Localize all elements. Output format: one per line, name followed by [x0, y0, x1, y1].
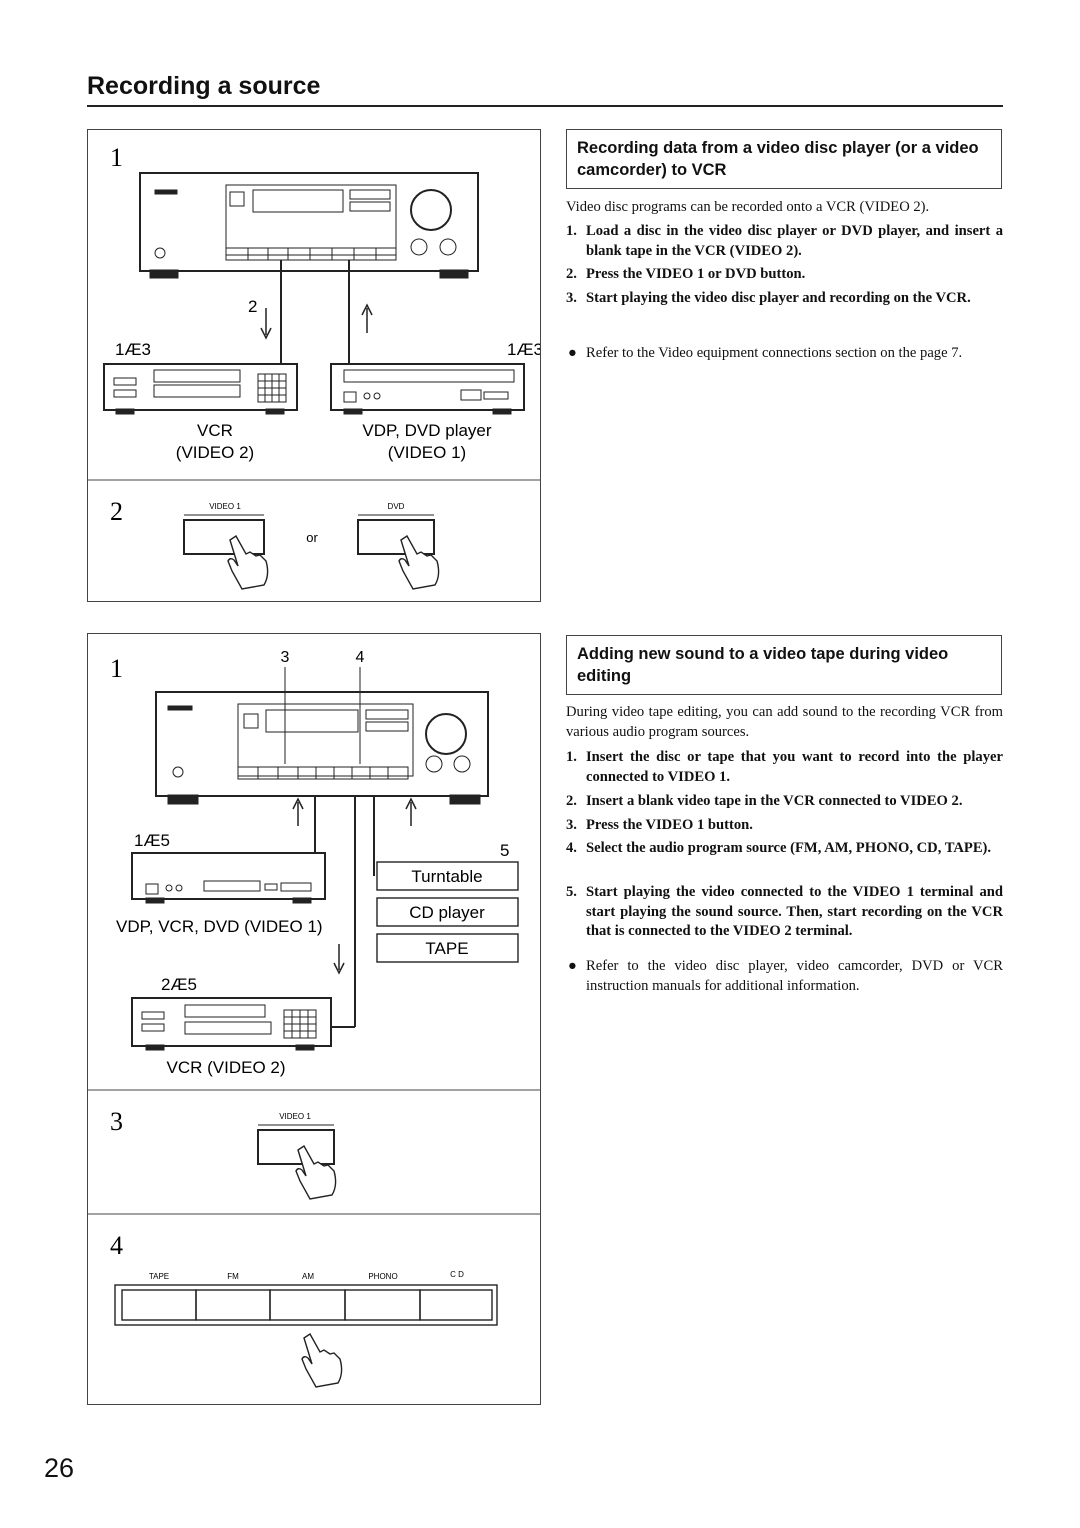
step-text: Press the VIDEO 1 or DVD button.	[586, 266, 806, 282]
pressing-hand-icon	[228, 536, 268, 589]
tape-button[interactable]	[122, 1290, 196, 1320]
vdp-illustration	[331, 364, 524, 414]
step-number: 2.	[566, 266, 577, 282]
up-arrow-icon	[406, 799, 416, 826]
note-text: Refer to the Video equipment connections section on the page 7.	[586, 345, 963, 361]
figure-1-box	[87, 129, 541, 602]
section2-intro: During video tape editing, you can add sound to the recording VCR from various audio program sources.	[566, 704, 1003, 740]
vcr-illustration	[104, 364, 297, 414]
section2-heading: Adding new sound to a video tape during video editing	[566, 635, 1002, 695]
video1-button[interactable]	[258, 1130, 334, 1164]
left-callout: 1Æ3	[115, 340, 151, 359]
down-arrow-icon	[334, 944, 344, 973]
phono-button[interactable]	[345, 1290, 420, 1320]
vcr-illustration	[132, 998, 331, 1050]
section2-step	[566, 883, 1003, 942]
source-label: VDP, VCR, DVD (VIDEO 1)	[116, 917, 323, 936]
or-label: or	[306, 530, 318, 545]
fig2-step-a: 1	[110, 654, 123, 683]
down-arrow-icon	[261, 308, 271, 338]
step-text: Start playing the video disc player and recording on the VCR.	[586, 290, 971, 306]
bullet-icon: ●	[568, 958, 577, 974]
vdp-sublabel: (VIDEO 1)	[387, 443, 467, 462]
title-rule	[87, 105, 1003, 107]
step-text: Press the VIDEO 1 button.	[586, 817, 753, 833]
dvd-button-label: DVD	[387, 502, 405, 511]
step-text: Insert a blank video tape in the VCR connected to VIDEO 2.	[586, 793, 963, 809]
receiver-illustration	[156, 692, 488, 804]
callout-4: 4	[355, 649, 365, 666]
pressing-hand-icon	[296, 1146, 336, 1199]
fig2-step-3: 3	[110, 1107, 123, 1136]
bullet-icon: ●	[568, 345, 577, 361]
step-number: 4.	[566, 840, 577, 856]
step-number: 1.	[566, 749, 577, 765]
vcr-label: VCR (VIDEO 2)	[166, 1058, 286, 1077]
vcr-sublabel: (VIDEO 2)	[175, 443, 255, 462]
step-text: Insert the disc or tape that you want to record into the player connected to VIDEO 1.	[586, 749, 1003, 785]
vcr-label: VCR	[197, 421, 233, 440]
tape-label: TAPE	[425, 939, 469, 958]
section2-step	[566, 748, 1003, 787]
section2-note	[566, 957, 1003, 996]
section1-note	[566, 344, 1003, 364]
step-number: 3.	[566, 290, 577, 306]
video1-button[interactable]	[184, 520, 264, 554]
fm-button-label: FM	[227, 1272, 239, 1281]
am-button-label: AM	[302, 1272, 314, 1281]
arrow-step-label: 2	[248, 297, 258, 316]
section1-step	[566, 289, 1003, 309]
phono-button-label: PHONO	[368, 1272, 398, 1281]
fig1-step-b: 2	[110, 497, 123, 526]
vdp-illustration	[132, 853, 325, 903]
cd-button[interactable]	[420, 1290, 492, 1320]
section1-step	[566, 265, 1003, 285]
tape-button-label: TAPE	[148, 1272, 170, 1281]
fig2-step-4: 4	[110, 1231, 123, 1260]
step-number: 2.	[566, 793, 577, 809]
step-number: 5.	[566, 884, 577, 900]
up-arrow-icon	[362, 305, 372, 333]
turntable-label: Turntable	[411, 867, 483, 886]
cd-player-label: CD player	[409, 903, 485, 922]
note-text: Refer to the video disc player, video camcorder, DVD or VCR instruction manuals for additional information.	[586, 958, 1003, 994]
right-callout: 1Æ3	[507, 340, 540, 359]
step-text: Start playing the video connected to the VIDEO 1 terminal and start playing the sound source. Then, start recording on the VCR that is connected to the VIDEO 2 terminal.	[586, 884, 1003, 939]
section2-step	[566, 792, 1003, 812]
section2-step	[566, 816, 1003, 836]
am-button[interactable]	[270, 1290, 345, 1320]
pressing-hand-icon	[399, 536, 439, 589]
figure-2-box	[87, 633, 541, 1405]
page-title: Recording a source	[87, 72, 321, 100]
step-number: 3.	[566, 817, 577, 833]
pressing-hand-icon	[302, 1334, 342, 1387]
step-text: Load a disc in the video disc player or DVD player, and insert a blank tape in the VCR (VIDEO 2).	[586, 223, 1003, 259]
section1-step	[566, 222, 1003, 261]
callout-3: 3	[280, 649, 290, 666]
section1-heading: Recording data from a video disc player (or a video camcorder) to VCR	[566, 129, 1002, 189]
figure-2-svg	[88, 634, 540, 1404]
section2-step	[566, 839, 1003, 859]
fig1-step-a: 1	[110, 143, 123, 172]
video1-button-label: VIDEO 1	[279, 1112, 311, 1121]
receiver-illustration	[140, 173, 478, 278]
page-number: 26	[44, 1453, 75, 1483]
callout-2-5: 2Æ5	[161, 975, 197, 994]
dvd-button[interactable]	[358, 520, 434, 554]
vdp-label: VDP, DVD player	[362, 421, 492, 440]
figure-1-svg	[88, 130, 540, 601]
callout-1-5: 1Æ5	[134, 831, 170, 850]
video1-button-label: VIDEO 1	[209, 502, 241, 511]
section1-intro: Video disc programs can be recorded onto a VCR (VIDEO 2).	[566, 199, 930, 215]
source-button-strip	[115, 1285, 497, 1325]
fm-button[interactable]	[196, 1290, 270, 1320]
step-number: 1.	[566, 223, 577, 239]
up-arrow-icon	[293, 799, 303, 826]
callout-5: 5	[500, 841, 510, 860]
step-text: Select the audio program source (FM, AM, PHONO, CD, TAPE).	[586, 840, 992, 856]
cd-button-label: C D	[450, 1270, 464, 1279]
